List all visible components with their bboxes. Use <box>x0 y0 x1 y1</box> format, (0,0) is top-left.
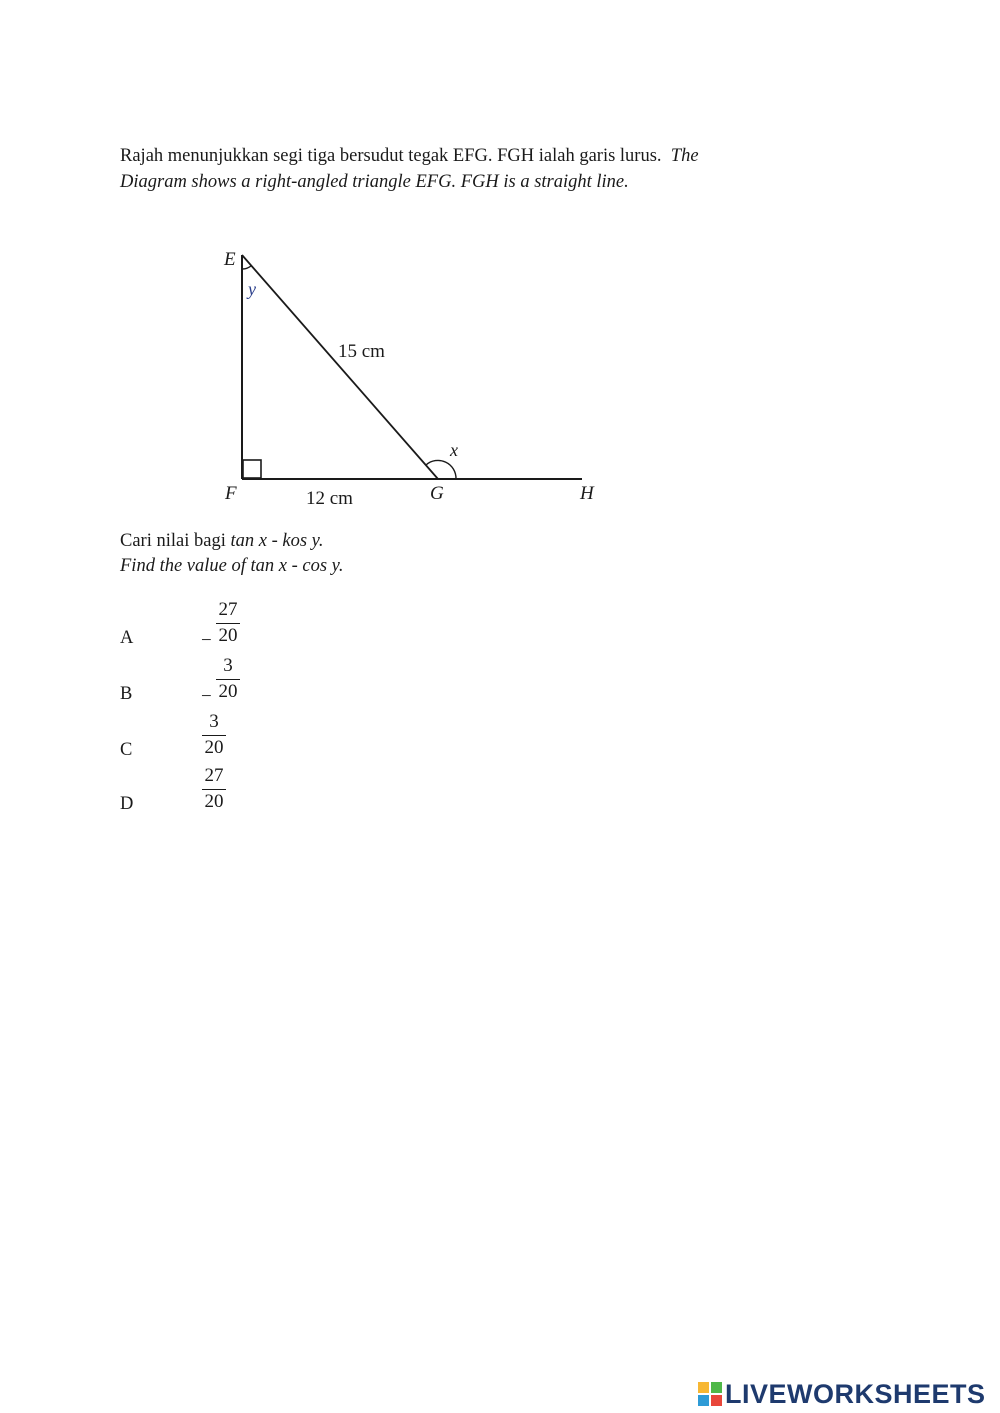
label-base: 12 cm <box>306 488 353 509</box>
option-d-numerator: 27 <box>204 765 224 786</box>
option-d-fraction-bar <box>202 789 226 790</box>
question-line-1 <box>120 143 699 169</box>
option-a-fraction-bar <box>216 623 240 624</box>
label-h: H <box>580 483 594 504</box>
option-a-numerator: 27 <box>218 599 238 620</box>
option-d-letter: D <box>120 794 134 814</box>
right-angle-marker <box>243 460 261 478</box>
angle-y-arc <box>242 266 252 270</box>
option-c-denominator: 20 <box>204 737 224 758</box>
option-a-denominator: 20 <box>218 625 238 646</box>
option-b-letter: B <box>120 684 133 704</box>
prompt-malay-prefix: Cari nilai bagi <box>120 531 231 551</box>
option-b-sign: − <box>201 686 212 707</box>
option-a-sign: − <box>201 630 212 651</box>
liveworksheets-logo-icon <box>698 1382 722 1406</box>
option-c-fraction-bar <box>202 735 226 736</box>
prompt-english: Find the value of tan x - cos y. <box>120 556 344 576</box>
option-c-fraction <box>202 711 226 759</box>
option-b-fraction <box>216 655 240 703</box>
option-b-fraction-bar <box>216 679 240 680</box>
triangle-diagram <box>180 235 620 515</box>
option-a-fraction <box>216 599 240 647</box>
prompt-malay <box>120 528 323 554</box>
label-x: x <box>450 440 458 460</box>
label-f: F <box>225 483 237 504</box>
liveworksheets-logo[interactable] <box>698 1378 986 1410</box>
label-y: y <box>248 279 256 299</box>
option-c-letter: C <box>120 740 133 760</box>
option-b-numerator: 3 <box>223 655 233 676</box>
option-c-numerator: 3 <box>209 711 219 732</box>
option-b-denominator: 20 <box>218 681 238 702</box>
question-english-start: The <box>670 146 699 166</box>
option-d-fraction <box>202 765 226 813</box>
prompt-malay-expression: tan x - kos y. <box>230 531 324 551</box>
label-g: G <box>430 483 444 504</box>
side-eg <box>242 255 438 479</box>
label-hypotenuse: 15 cm <box>338 341 385 362</box>
liveworksheets-logo-text: LIVEWORKSHEETS <box>725 1378 986 1409</box>
question-malay: Rajah menunjukkan segi tiga bersudut tegak EFG. FGH ialah garis lurus. <box>120 146 662 166</box>
option-d-denominator: 20 <box>204 791 224 812</box>
option-a-letter: A <box>120 628 134 648</box>
label-e: E <box>224 249 236 270</box>
question-line-2: Diagram shows a right-angled triangle EFG. FGH is a straight line. <box>120 172 629 192</box>
